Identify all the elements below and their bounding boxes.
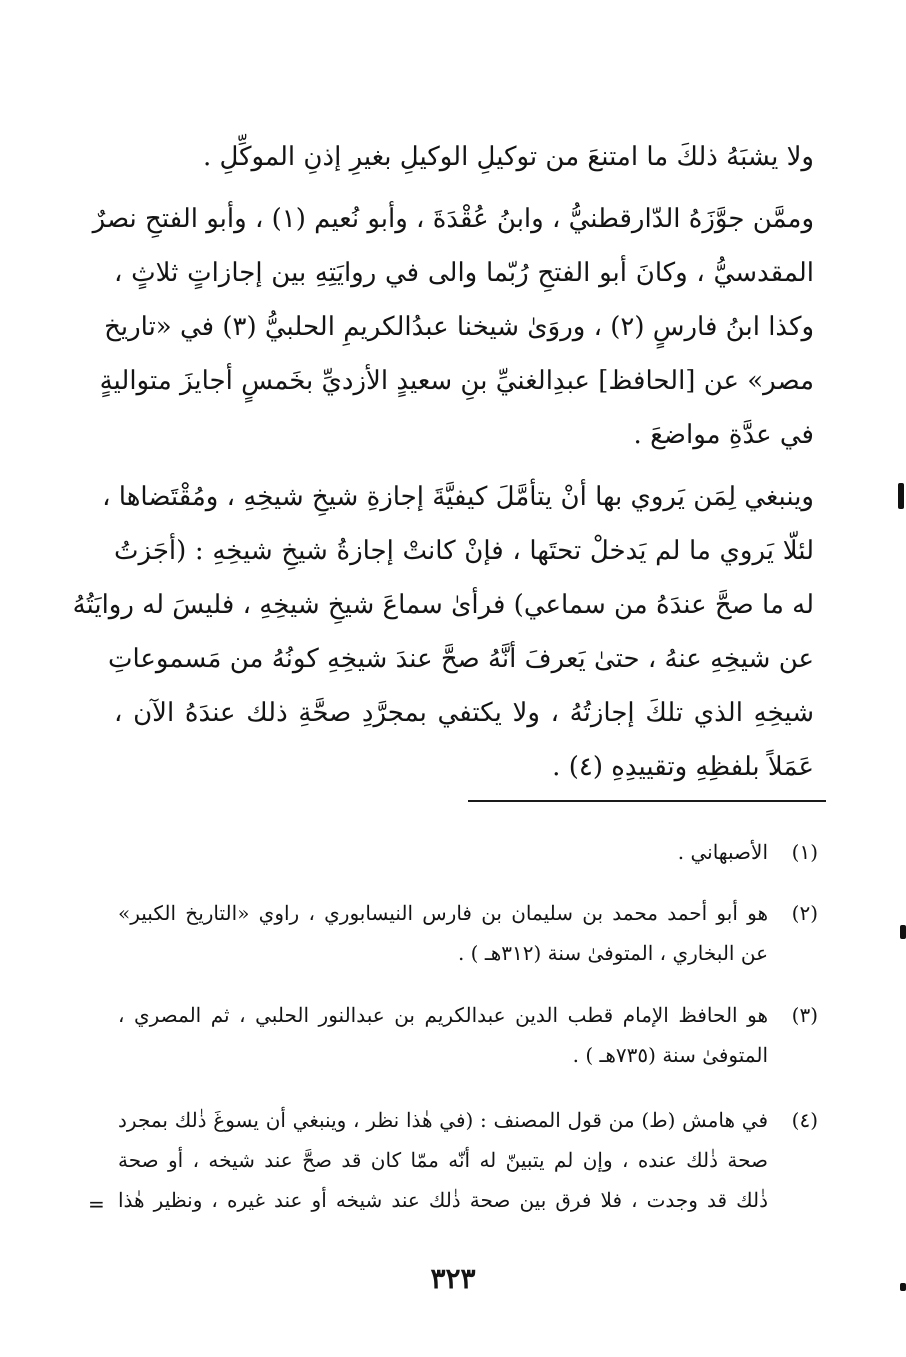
paragraph-line: له ما صحَّ عندَهُ من سماعي) فرأىٰ سماعَ شيخِ شيخِهِ ، فليسَ له روايَتُهُ: [72, 590, 814, 620]
continuation-mark: =: [88, 1192, 105, 1216]
footnote-line: الأصبهاني .: [677, 840, 768, 864]
paragraph-line: وكذا ابنُ فارسٍ (٢) ، وروَىٰ شيخنا عبدُالكريمِ الحلبيُّ (٣) في «تاريخ: [104, 312, 814, 342]
scan-edge-mark: [900, 1283, 906, 1291]
paragraph-3: [72, 470, 814, 794]
paragraph-line: مصر» عن [الحافظ] عبدِالغنيِّ بنِ سعيدٍ الأزديِّ بخَمسٍ أجايزَ متواليةٍ: [99, 366, 814, 396]
footnote-line: هو أبو أحمد محمد بن سليمان بن فارس النيسابوري ، راوي «التاريخ الكبير»: [118, 901, 768, 925]
footnote-line: عن البخاري ، المتوفىٰ سنة (٣١٢هـ ) .: [457, 941, 768, 965]
footnote-number: (١): [791, 840, 818, 864]
paragraph-line: لئلّا يَروي ما لم يَدخلْ تحتَها ، فإنْ كانتْ إجازةُ شيخِ شيخِهِ : (أجَزتُ: [114, 536, 814, 566]
footnote-number: (٢): [791, 901, 818, 925]
paragraph-line: المقدسيُّ ، وكانَ أبو الفتحِ رُبّما والى في روايَتِهِ بين إجازاتٍ ثلاثٍ ،: [114, 258, 814, 288]
footnote-1: [118, 832, 818, 872]
page-number: ٣٢٣: [430, 1262, 476, 1295]
footnote-4: [118, 1100, 818, 1220]
scan-edge-mark: [900, 925, 906, 939]
footnote-line: في هامش (ط) من قول المصنف : (في هٰذا نظر ، وينبغي أن يسوغَ ذٰلك بمجرد: [118, 1108, 768, 1132]
footnote-number: (٣): [791, 1003, 818, 1027]
footnote-line: هو الحافظ الإمام قطب الدين عبدالكريم بن عبدالنور الحلبي ، ثم المصري ،: [118, 1003, 768, 1027]
paragraph-line: ولا يشبَهُ ذلكَ ما امتنعَ من توكيلِ الوكيلِ بغيرِ إذنِ الموكِّلِ .: [202, 142, 814, 172]
footnote-line: ذٰلك قد وجدت ، فلا فرق بين صحة ذٰلك عند شيخه أو عند غيره ، ونظير هٰذا: [118, 1188, 768, 1212]
scan-edge-mark: [898, 483, 904, 509]
footnote-line: صحة ذٰلك عنده ، وإن لم يتبينّ له أنّه ممّا كان قد صحَّ عند شيخه ، أو صحة: [118, 1148, 768, 1172]
paragraph-line: شيخِهِ الذي تلكَ إجازتُهُ ، ولا يكتفي بمجرَّدِ صحَّةِ ذلك عندَهُ الآن ،: [114, 698, 814, 728]
paragraph-line: وممَّن جوَّزَهُ الدّارقطنيُّ ، وابنُ عُقْدَةَ ، وأبو نُعيم (١) ، وأبو الفتحِ نصرٌ: [92, 204, 814, 234]
footnote-line: المتوفىٰ سنة (٧٣٥هـ ) .: [572, 1043, 768, 1067]
paragraph-1: [114, 130, 814, 184]
paragraph-line: عن شيخِهِ عنهُ ، حتىٰ يَعرفَ أنَّهُ صحَّ عندَ شيخِهِ كونُهُ من مَسموعاتِ: [107, 644, 814, 674]
footnote-2: [118, 893, 818, 973]
footnote-3: [118, 995, 818, 1075]
paragraph-line: وينبغي لِمَن يَروي بها أنْ يتأمَّلَ كيفيَّةَ إجازةِ شيخِ شيخِهِ ، ومُقْتَضاها ،: [102, 482, 814, 512]
paragraph-line: في عدَّةِ مواضعَ .: [633, 420, 814, 450]
paragraph-line: عَمَلاً بلفظِهِ وتقييدِهِ (٤) .: [552, 752, 814, 782]
paragraph-2: [92, 192, 814, 462]
footnote-divider: [468, 800, 826, 802]
footnote-number: (٤): [791, 1108, 818, 1132]
